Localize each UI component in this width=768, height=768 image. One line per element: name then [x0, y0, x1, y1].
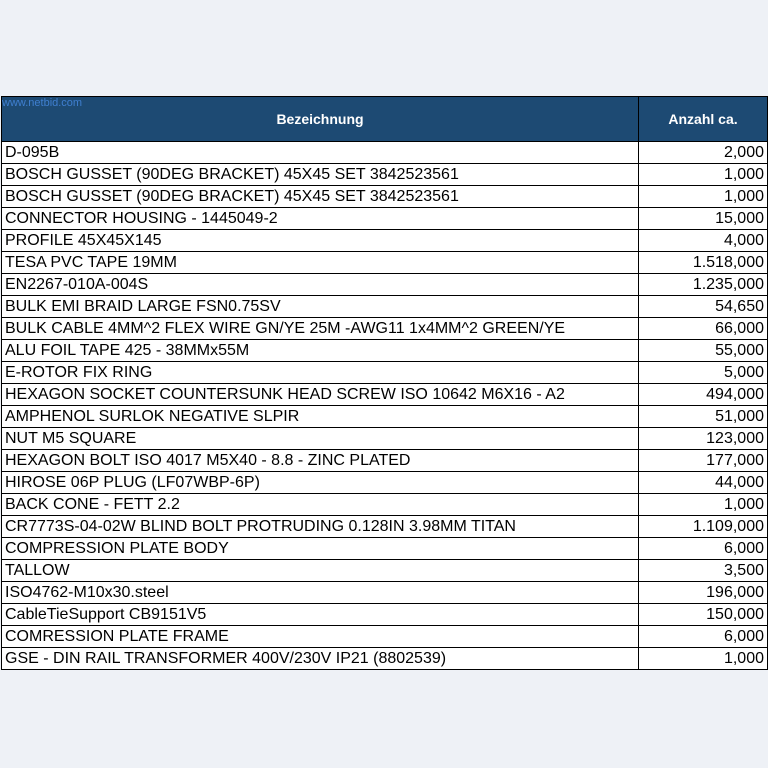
row-quantity: 1.235,000 — [639, 274, 768, 296]
row-quantity: 5,000 — [639, 362, 768, 384]
table-row — [2, 472, 768, 494]
row-quantity: 3,500 — [639, 560, 768, 582]
table-row — [2, 208, 768, 230]
table-row — [2, 516, 768, 538]
row-description: BULK EMI BRAID LARGE FSN0.75SV — [2, 296, 639, 318]
row-quantity: 44,000 — [639, 472, 768, 494]
row-description: E-ROTOR FIX RING — [2, 362, 639, 384]
row-quantity: 15,000 — [639, 208, 768, 230]
row-quantity: 6,000 — [639, 626, 768, 648]
row-description: BULK CABLE 4MM^2 FLEX WIRE GN/YE 25M -AWG11 1x4MM^2 GREEN/YE — [2, 318, 639, 340]
table-row — [2, 626, 768, 648]
row-quantity: 1,000 — [639, 164, 768, 186]
header-quantity: Anzahl ca. — [639, 97, 768, 142]
table-row — [2, 186, 768, 208]
row-description: BOSCH GUSSET (90DEG BRACKET) 45X45 SET 3842523561 — [2, 186, 639, 208]
row-description: GSE - DIN RAIL TRANSFORMER 400V/230V IP21 (8802539) — [2, 648, 639, 670]
table-row — [2, 340, 768, 362]
row-quantity: 177,000 — [639, 450, 768, 472]
table-row — [2, 318, 768, 340]
row-quantity: 1,000 — [639, 494, 768, 516]
row-quantity: 55,000 — [639, 340, 768, 362]
table-body — [2, 142, 768, 670]
row-quantity: 123,000 — [639, 428, 768, 450]
table-row — [2, 648, 768, 670]
table-row — [2, 604, 768, 626]
row-quantity: 1.109,000 — [639, 516, 768, 538]
table-row — [2, 362, 768, 384]
row-description: EN2267-010A-004S — [2, 274, 639, 296]
row-quantity: 494,000 — [639, 384, 768, 406]
row-description: NUT M5 SQUARE — [2, 428, 639, 450]
table-row — [2, 274, 768, 296]
row-quantity: 2,000 — [639, 142, 768, 164]
row-description: CONNECTOR HOUSING - 1445049-2 — [2, 208, 639, 230]
row-description: HEXAGON SOCKET COUNTERSUNK HEAD SCREW ISO 10642 M6X16 - A2 — [2, 384, 639, 406]
row-quantity: 66,000 — [639, 318, 768, 340]
row-description: TESA PVC TAPE 19MM — [2, 252, 639, 274]
inventory-sheet — [0, 96, 768, 670]
row-description: ALU FOIL TAPE 425 - 38MMx55M — [2, 340, 639, 362]
header-description: Bezeichnung — [2, 97, 639, 142]
table-row — [2, 428, 768, 450]
row-quantity: 51,000 — [639, 406, 768, 428]
row-description: CR7773S-04-02W BLIND BOLT PROTRUDING 0.128IN 3.98MM TITAN — [2, 516, 639, 538]
table-row — [2, 560, 768, 582]
table-row — [2, 230, 768, 252]
row-description: D-095B — [2, 142, 639, 164]
table-row — [2, 296, 768, 318]
table-row — [2, 142, 768, 164]
table-row — [2, 252, 768, 274]
row-quantity: 150,000 — [639, 604, 768, 626]
table-row — [2, 582, 768, 604]
watermark-text: www.netbid.com — [2, 97, 83, 109]
row-quantity: 196,000 — [639, 582, 768, 604]
table-row — [2, 384, 768, 406]
table-header — [2, 97, 768, 142]
inventory-table — [1, 96, 768, 670]
row-description: COMRESSION PLATE FRAME — [2, 626, 639, 648]
table-row — [2, 494, 768, 516]
row-quantity: 1,000 — [639, 186, 768, 208]
row-quantity: 1,000 — [639, 648, 768, 670]
row-description: ISO4762-M10x30.steel — [2, 582, 639, 604]
row-description: COMPRESSION PLATE BODY — [2, 538, 639, 560]
table-row — [2, 538, 768, 560]
row-description: TALLOW — [2, 560, 639, 582]
row-quantity: 4,000 — [639, 230, 768, 252]
row-description: CableTieSupport CB9151V5 — [2, 604, 639, 626]
table-row — [2, 164, 768, 186]
table-row — [2, 450, 768, 472]
row-description: AMPHENOL SURLOK NEGATIVE SLPIR — [2, 406, 639, 428]
row-description: HIROSE 06P PLUG (LF07WBP-6P) — [2, 472, 639, 494]
row-quantity: 54,650 — [639, 296, 768, 318]
row-description: HEXAGON BOLT ISO 4017 M5X40 - 8.8 - ZINC PLATED — [2, 450, 639, 472]
row-description: BOSCH GUSSET (90DEG BRACKET) 45X45 SET 3842523561 — [2, 164, 639, 186]
table-row — [2, 406, 768, 428]
row-quantity: 6,000 — [639, 538, 768, 560]
row-description: BACK CONE - FETT 2.2 — [2, 494, 639, 516]
row-description: PROFILE 45X45X145 — [2, 230, 639, 252]
row-quantity: 1.518,000 — [639, 252, 768, 274]
